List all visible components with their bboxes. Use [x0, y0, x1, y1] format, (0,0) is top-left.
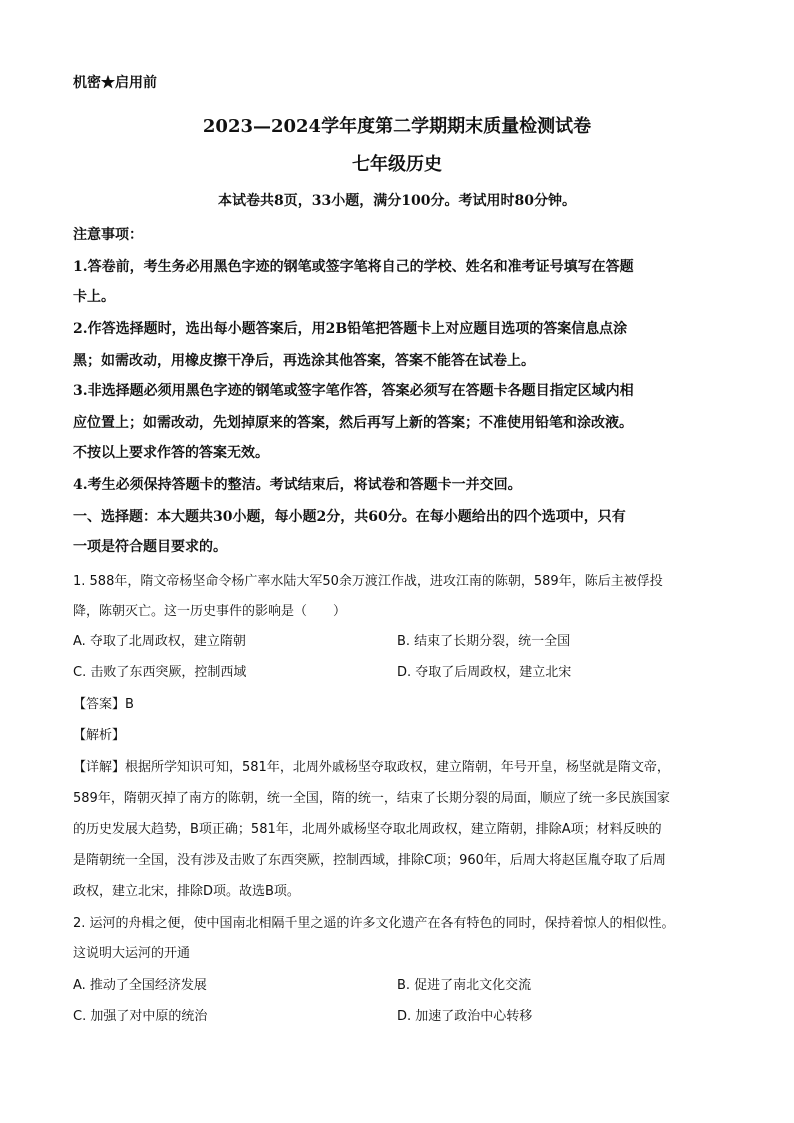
analysis-label: 【解析】 — [73, 728, 126, 743]
question-stem: 这说明大运河的开通 — [73, 946, 191, 961]
section-heading: 一项是符合题目要求的。 — [73, 539, 227, 555]
option-a: A. 推动了全国经济发展 — [73, 978, 207, 993]
notice-heading: 注意事项： — [73, 227, 143, 243]
confidential-label: 机密★启用前 — [73, 75, 157, 91]
option-a: A. 夺取了北周政权，建立隋朝 — [73, 634, 246, 649]
notice-line: 4.考生必须保持答题卡的整洁。考试结束后，将试卷和答题卡一并交回。 — [73, 477, 522, 493]
option-c: C. 击败了东西突厥，控制西域 — [73, 665, 247, 680]
option-c: C. 加强了对中原的统治 — [73, 1009, 208, 1024]
detail-line: 的历史发展大趋势，B项正确；581年，北周外戚杨坚夺取北周政权，建立隋朝，排除A项；材料反映的 — [73, 822, 662, 837]
notice-line: 3.非选择题必须用黑色字迹的钢笔或签字笔作答，答案必须写在答题卡各题目指定区域内相 — [73, 383, 634, 399]
section-heading: 一、选择题：本大题共30小题，每小题2分，共60分。在每小题给出的四个选项中，只有 — [73, 509, 626, 525]
notice-line: 卡上。 — [73, 289, 115, 305]
option-d: D. 加速了政治中心转移 — [397, 1009, 533, 1024]
option-b: B. 结束了长期分裂，统一全国 — [397, 634, 571, 649]
option-d: D. 夺取了后周政权，建立北宋 — [397, 665, 572, 680]
question-stem: 降，陈朝灭亡。这一历史事件的影响是（ ） — [73, 604, 347, 619]
question-stem: 2. 运河的舟楫之便，使中国南北相隔千里之遥的许多文化遗产在各有特色的同时，保持着惊人的相似性。 — [73, 916, 675, 931]
notice-line: 1.答卷前，考生务必用黑色字迹的钢笔或签字笔将自己的学校、姓名和准考证号填写在答题 — [73, 259, 634, 275]
notice-line: 2.作答选择题时，选出每小题答案后，用2B铅笔把答题卡上对应题目选项的答案信息点涂 — [73, 321, 628, 337]
notice-line: 应位置上；如需改动，先划掉原来的答案，然后再写上新的答案；不准使用铅笔和涂改液。 — [73, 415, 633, 431]
detail-line: 是隋朝统一全国，没有涉及击败了东西突厥，控制西域，排除C项；960年，后周大将赵匡胤夺取了后周 — [73, 853, 666, 868]
exam-subtitle: 七年级历史 — [352, 154, 442, 175]
detail-line: 政权，建立北宋，排除D项。故选B项。 — [73, 884, 300, 899]
answer-label: 【答案】B — [73, 697, 134, 712]
exam-info: 本试卷共8页，33小题，满分100分。考试用时80分钟。 — [218, 193, 576, 209]
detail-line: 589年，隋朝灭掉了南方的陈朝，统一全国，隋的统一，结束了长期分裂的局面，顺应了统一多民族国家 — [73, 791, 670, 806]
option-b: B. 促进了南北文化交流 — [397, 978, 532, 993]
exam-title: 2023—2024学年度第二学期期末质量检测试卷 — [202, 116, 592, 137]
detail-line: 【详解】根据所学知识可知，581年，北周外戚杨坚夺取政权，建立隋朝，年号开皇，杨坚就是隋文帝， — [73, 760, 670, 775]
notice-line: 不按以上要求作答的答案无效。 — [73, 445, 269, 461]
notice-line: 黑；如需改动，用橡皮擦干净后，再选涂其他答案，答案不能答在试卷上。 — [73, 353, 535, 369]
question-stem: 1. 588年，隋文帝杨坚命令杨广率水陆大军50余万渡江作战，进攻江南的陈朝，589年，陈后主被俘投 — [73, 574, 663, 589]
